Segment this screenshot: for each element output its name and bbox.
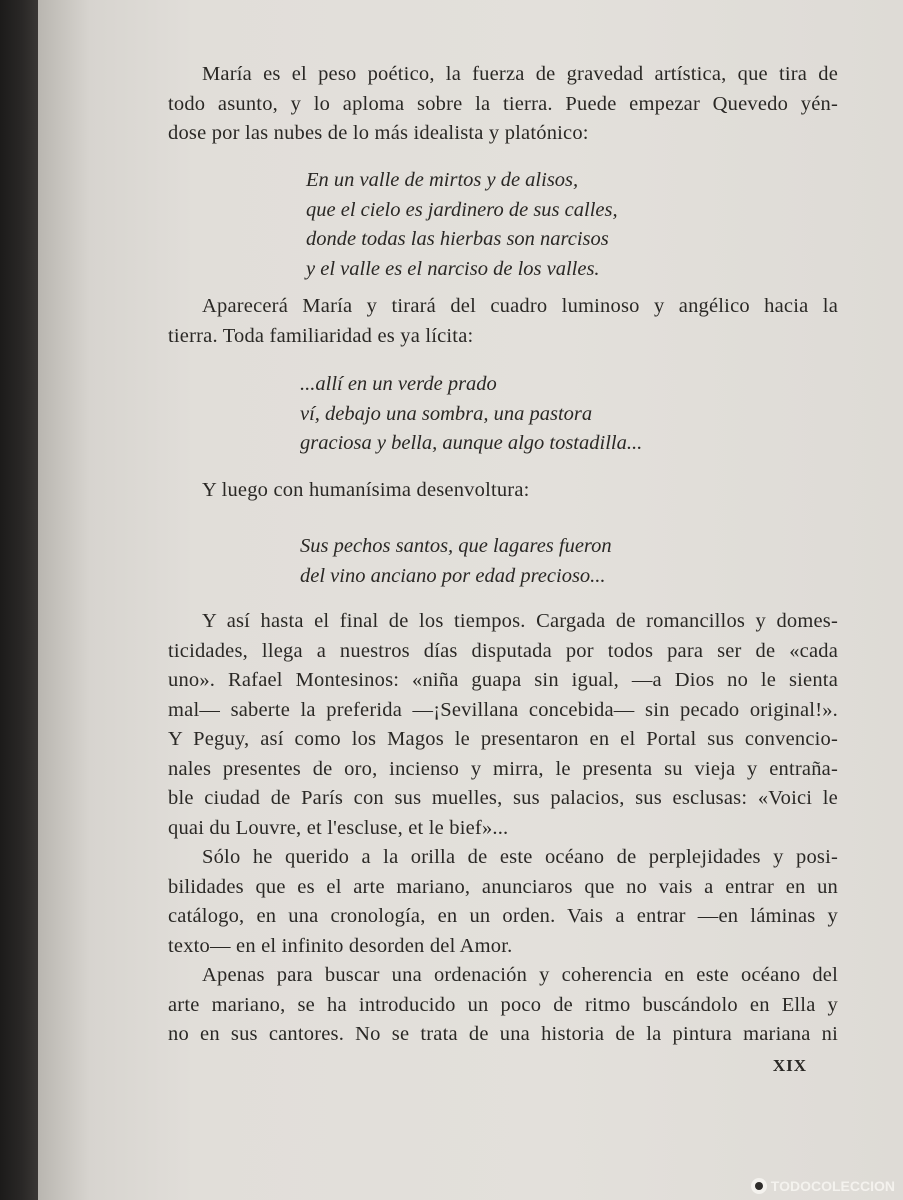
- watermark-text: TODOCOLECCION: [770, 1178, 895, 1194]
- paragraph-line: Y Peguy, así como los Magos le presentaron en el Portal sus convencio-: [168, 728, 838, 750]
- book-spine-shadow: [0, 0, 38, 1200]
- verse-line: que el cielo es jardinero de sus calles,: [306, 198, 618, 221]
- verse-line: ví, debajo una sombra, una pastora: [300, 402, 593, 425]
- paragraph-line: bilidades que es el arte mariano, anunciaros que no vais a entrar en un: [168, 875, 838, 898]
- paragraph-line: ble ciudad de París con sus muelles, sus palacios, sus esclusas: «Voici le: [168, 787, 838, 809]
- watermark-logo-icon: [751, 1178, 767, 1194]
- paragraph-1: [168, 60, 838, 149]
- verse-quevedo-3: [300, 532, 612, 591]
- book-page: [38, 0, 903, 1200]
- paragraph-line: ticidades, llega a nuestros días disputada por todos para ser de «cada: [168, 639, 838, 662]
- verse-quevedo-1: [306, 166, 618, 284]
- watermark: [751, 1178, 895, 1194]
- paragraph-line: arte mariano, se ha introducido un poco de ritmo buscándolo en Ella y: [168, 993, 838, 1016]
- paragraph-line: Y así hasta el final de los tiempos. Cargada de romancillos y domes-: [202, 610, 838, 632]
- paragraph-line: mal— saberte la preferida —¡Sevillana concebida— sin pecado original!».: [168, 698, 838, 721]
- verse-line: graciosa y bella, aunque algo tostadilla...: [300, 432, 643, 454]
- paragraph-line: dose por las nubes de lo más idealista y platónico:: [168, 122, 589, 144]
- verse-line: del vino anciano por edad precioso...: [300, 564, 606, 587]
- verse-line: ...allí en un verde prado: [300, 373, 497, 395]
- paragraph-line: catálogo, en una cronología, en un orden. Vais a entrar —en láminas y: [168, 905, 838, 927]
- verse-line: En un valle de mirtos y de alisos,: [306, 169, 579, 191]
- paragraph-line: tierra. Toda familiaridad es ya lícita:: [168, 324, 474, 347]
- verse-line: Sus pechos santos, que lagares fueron: [300, 535, 612, 557]
- paragraph-line: uno». Rafael Montesinos: «niña guapa sin igual, —a Dios no le sienta: [168, 669, 838, 691]
- paragraph-line: nales presentes de oro, incienso y mirra, le presenta su vieja y entraña-: [168, 757, 838, 780]
- paragraph-4: [168, 607, 838, 1050]
- paragraph-line: texto— en el infinito desorden del Amor.: [168, 934, 513, 957]
- paragraph-line: Apenas para buscar una ordenación y coherencia en este océano del: [202, 964, 838, 986]
- verse-line: y el valle es el narciso de los valles.: [306, 257, 600, 280]
- paragraph-line: quai du Louvre, et l'escluse, et le bief»...: [168, 816, 509, 839]
- page-number: XIX: [772, 1056, 807, 1075]
- paragraph-3: [168, 476, 838, 506]
- verse-quevedo-2: [300, 370, 642, 459]
- paragraph-line: Y luego con humanísima desenvoltura:: [202, 479, 530, 501]
- paragraph-line: Sólo he querido a la orilla de este océano de perplejidades y posi-: [202, 846, 838, 868]
- paragraph-line: Aparecerá María y tirará del cuadro luminoso y angélico hacia la: [202, 295, 838, 317]
- paragraph-5: [168, 843, 838, 961]
- verse-line: donde todas las hierbas son narcisos: [306, 228, 609, 250]
- paragraph-line: no en sus cantores. No se trata de una historia de la pintura mariana ni: [168, 1023, 838, 1045]
- paragraph-line: María es el peso poético, la fuerza de gravedad artística, que tira de: [202, 63, 838, 85]
- paragraph-2: [168, 292, 838, 351]
- paragraph-line: todo asunto, y lo aploma sobre la tierra. Puede empezar Quevedo yén-: [168, 92, 838, 115]
- paragraph-6: [168, 961, 838, 1050]
